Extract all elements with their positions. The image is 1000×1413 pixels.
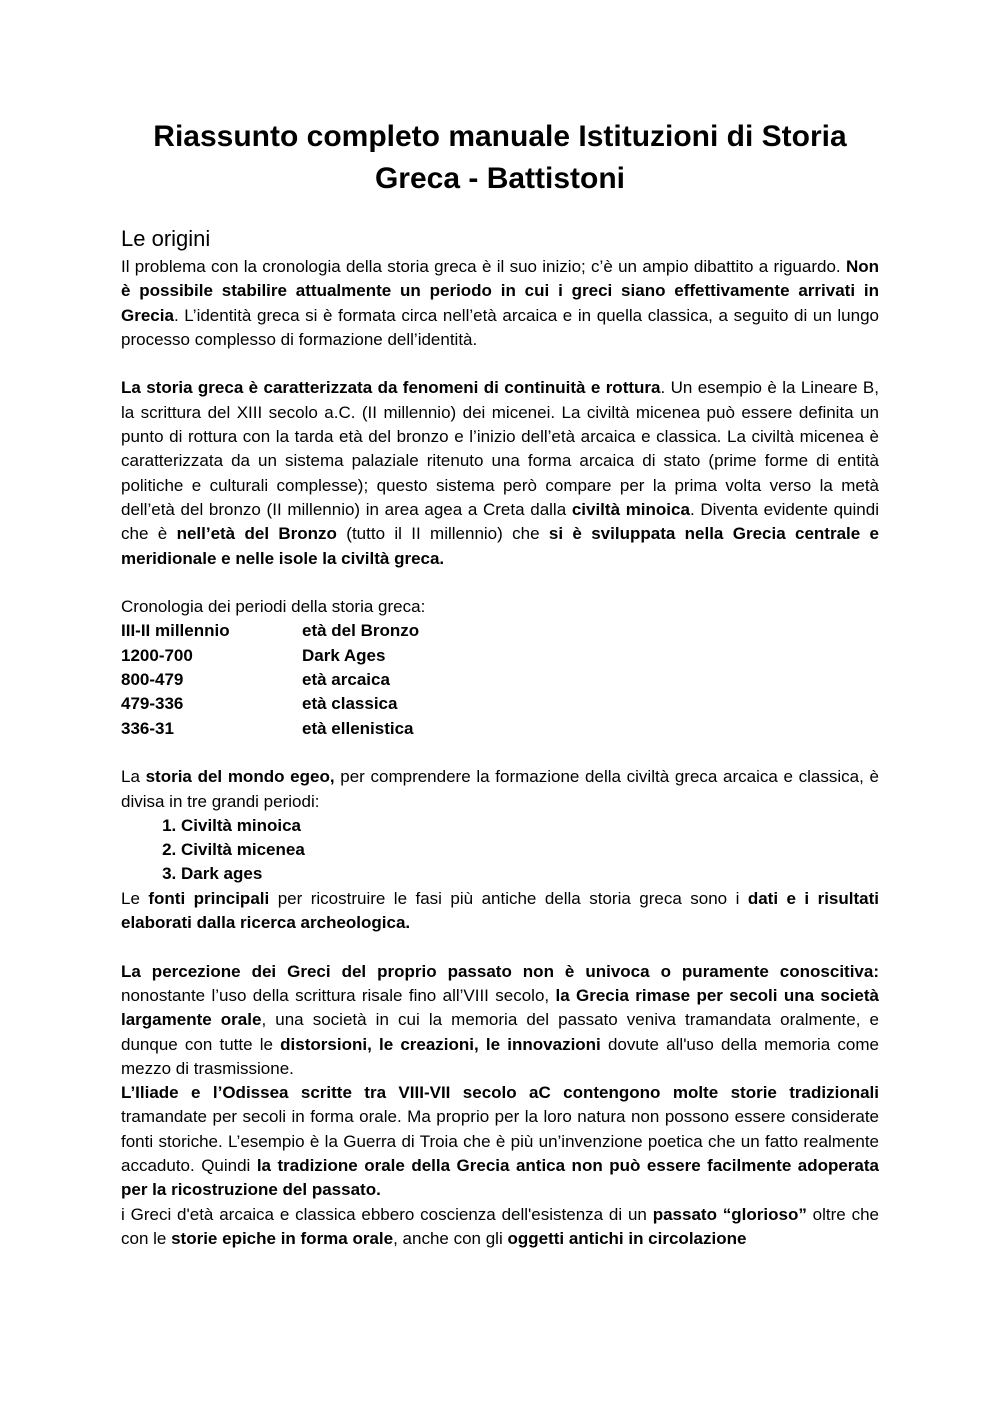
bold-run: passato “glorioso” [652, 1204, 807, 1224]
chronology-intro: Cronologia dei periodi della storia greca: [121, 597, 426, 617]
bold-run: oggetti antichi in circolazione [507, 1228, 747, 1248]
periods-list [121, 814, 879, 887]
period-cell: III-II millennio [121, 621, 230, 641]
text-run: La [121, 767, 146, 787]
bold-run: nell’età del Bronzo [176, 524, 337, 544]
bold-run: Non è possibile stabilire attualmente un periodo in cui i greci siano effettivamente arrivati in Grecia [121, 257, 879, 325]
bold-run: La percezione dei Greci del proprio passato non è univoca o puramente conoscitiva: [121, 961, 879, 981]
bold-run: la Grecia rimase per secoli una società largamente orale [121, 985, 879, 1030]
era-cell: età ellenistica [302, 718, 414, 738]
bold-run: la tradizione orale della Grecia antica non può essere facilmente adoperata per la ricostruzione del passato. [121, 1155, 879, 1200]
paragraph-6 [121, 1081, 879, 1202]
table-row [121, 644, 419, 668]
list-item: 3. Dark ages [181, 862, 879, 886]
section-heading: Le origini [121, 226, 211, 251]
text-run: . Diventa evidente quindi che è [121, 499, 879, 544]
text-run: tramandate per secoli in forma orale. Ma proprio per la loro natura non possono essere considerate fonti storiche. L’esempio è la Guerra di Troia che è più un’invenzione poetica che un fatto realmente accaduto. Quindi [121, 1107, 879, 1175]
text-run: (tutto il II millennio) che [336, 524, 549, 544]
text-run: . Un esempio è la Lineare B, la scrittura del XIII secolo a.C. (II millennio) dei micenei. La civiltà micenea può essere definita un punto di rottura con la tarda età del bronzo e l’inizio dell’età arcaica e classica. La civiltà micenea è caratterizzata da un sistema palaziale ritenuto una forma arcaica di stato (prime forme di entità politiche e culturali complesse); questo sistema però compare per la prima volta verso la metà dell’età del bronzo (II millennio) in area agea a Creta dalla [121, 378, 879, 519]
text-run: Il problema con la cronologia della storia greca è il suo inizio; c’è un ampio dibattito a riguardo. [121, 257, 846, 276]
table-row [121, 619, 419, 643]
paragraph-4 [121, 887, 879, 936]
era-cell: età del Bronzo [302, 621, 420, 641]
text-run: nonostante l’uso della scrittura risale fino all’VIII secolo, [121, 985, 556, 1005]
period-cell: 1200-700 [121, 645, 193, 665]
document-title: Riassunto completo manuale Istituzioni di Storia Greca - Battistoni [153, 120, 847, 195]
paragraph-7 [121, 1203, 879, 1252]
era-cell: età classica [302, 694, 398, 714]
document-body [121, 255, 879, 1251]
era-cell: Dark Ages [302, 645, 386, 665]
text-run: i Greci d'età arcaica e classica ebbero coscienza dell'esistenza di un [121, 1204, 653, 1224]
period-cell: 479-336 [121, 694, 184, 714]
bold-run: civiltà minoica [571, 499, 690, 519]
paragraph-5 [121, 960, 879, 1081]
text-run: dovute all'uso della memoria come mezzo di trasmissione. [121, 1034, 879, 1078]
period-cell: 336-31 [121, 718, 174, 738]
period-cell: 800-479 [121, 670, 184, 690]
text-run: , una società in cui la memoria del passato veniva tramandata oralmente, e dunque con tutte le [121, 1010, 879, 1054]
bold-run: storia del mondo egeo, [145, 767, 335, 787]
text-run: per ricostruire le fasi più antiche della storia greca sono i [269, 888, 748, 908]
list-item: 1. Civiltà minoica [181, 814, 879, 838]
table-row [121, 668, 419, 692]
era-cell: età arcaica [302, 670, 390, 690]
text-run: , anche con gli [393, 1228, 508, 1248]
bold-run: La storia greca è caratterizzata da fenomeni di continuità e rottura [121, 378, 661, 398]
bold-run: storie epiche in forma orale [171, 1228, 394, 1248]
text-run: per comprendere la formazione della civiltà greca arcaica e classica, è divisa in tre grandi periodi: [121, 767, 879, 811]
bold-run: fonti principali [148, 888, 270, 908]
paragraph-3 [121, 765, 879, 814]
list-item: 2. Civiltà micenea [181, 838, 879, 862]
bold-run: distorsioni, le creazioni, le innovazioni [280, 1034, 601, 1054]
text-run: . L’identità greca si è formata circa nell’età arcaica e in quella classica, a seguito di un lungo processo complesso di formazione dell’identità. [121, 305, 879, 349]
bold-run: si è sviluppata nella Grecia centrale e meridionale e nelle isole la civiltà greca. [121, 524, 879, 568]
bold-run: dati e i risultati elaborati dalla ricerca archeologica. [121, 888, 879, 933]
paragraph-2 [121, 376, 879, 570]
table-row [121, 692, 419, 716]
table-row [121, 717, 419, 741]
text-run: Le [121, 888, 149, 908]
paragraph-1 [121, 255, 879, 352]
chronology-table [121, 619, 419, 740]
text-run: oltre che con le [121, 1204, 879, 1248]
bold-run: L’Iliade e l’Odissea scritte tra VIII-VII secolo aC contengono molte storie tradizionali [121, 1083, 879, 1103]
